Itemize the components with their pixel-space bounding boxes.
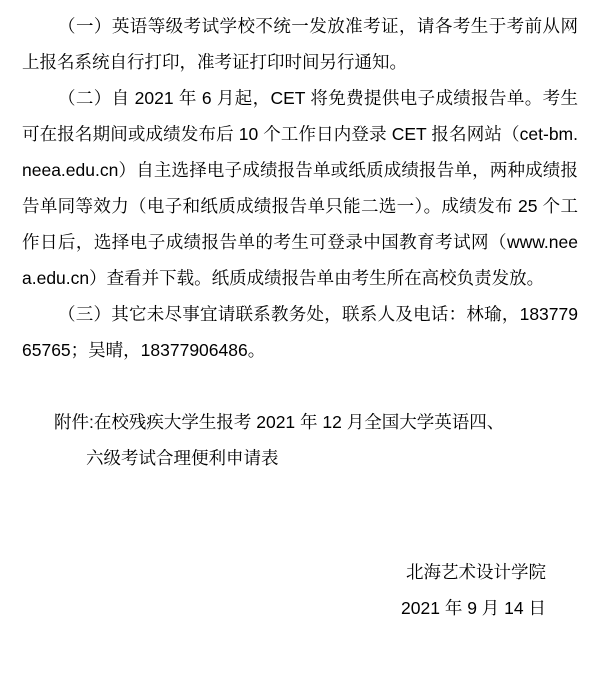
attachment-line-2: 六级考试合理便利申请表 (86, 448, 279, 468)
attachment-line-1: 附件:在校残疾大学生报考 2021 年 12 月全国大学英语四、 (54, 412, 505, 432)
paragraph-three: （三）其它未尽事宜请联系教务处，联系人及电话：林瑜，18377965765；吴晴，18377906486。 (22, 304, 578, 360)
signature-block (22, 554, 578, 626)
attachment-block (22, 404, 578, 476)
paragraph-two: （二）自 2021 年 6 月起，CET 将免费提供电子成绩报告单。考生可在报名期间或成绩发布后 10 个工作日内登录 CET 报名网站（cet-bm.neea.edu.cn）自主选择电子成绩报告单或纸质成绩报告单，两种成绩报告单同等效力（电子和纸质成绩报告单只能二选一）。成绩发布 25 个工作日后，选择电子成绩报告单的考生可登录中国教育考试网（www.neea.edu.cn）查看并下载。纸质成绩报告单由考生所在高校负责发放。 (22, 88, 578, 288)
paragraph-one: （一）英语等级考试学校不统一发放准考证，请各考生于考前从网上报名系统自行打印，准考证打印时间另行通知。 (22, 16, 578, 72)
signature-organization: 北海艺术设计学院 (406, 562, 546, 582)
signature-date: 2021 年 9 月 14 日 (401, 598, 546, 618)
